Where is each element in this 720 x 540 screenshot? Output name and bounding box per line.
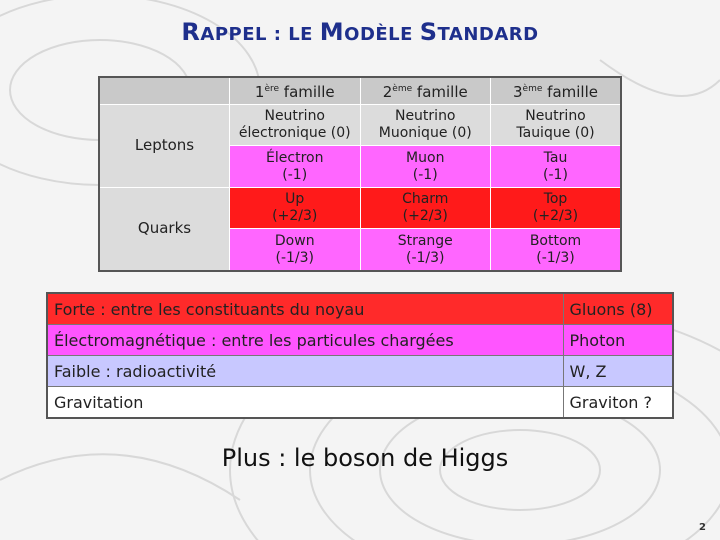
header-blank xyxy=(99,77,230,105)
title-part: APPEL : LE xyxy=(200,24,320,45)
neutrino-row xyxy=(99,105,621,146)
boson-cell: Graviton ? xyxy=(563,387,673,419)
title-part: R xyxy=(181,18,201,46)
particle-table xyxy=(98,76,622,272)
boson-cell: Photon xyxy=(563,325,673,356)
slide-title xyxy=(0,18,720,46)
particle-cell: Top (+2/3) xyxy=(491,187,622,228)
particle-cell: Down (-1/3) xyxy=(230,229,361,271)
title-part: M xyxy=(319,18,345,46)
boson-cell: Gluons (8) xyxy=(563,293,673,325)
up-quark-row xyxy=(99,187,621,228)
leptons-label: Leptons xyxy=(99,105,230,188)
particle-table-header xyxy=(99,77,621,105)
particle-cell: Charm (+2/3) xyxy=(360,187,491,228)
boson-cell: W, Z xyxy=(563,356,673,387)
interaction-table xyxy=(46,292,674,419)
title-part: S xyxy=(419,18,438,46)
page-number: 2 xyxy=(699,522,706,533)
interaction-row xyxy=(47,293,673,325)
particle-cell: Muon (-1) xyxy=(360,146,491,187)
particle-cell: Tau (-1) xyxy=(491,146,622,187)
particle-cell: Électron (-1) xyxy=(230,146,361,187)
header-family-1: 1ère famille xyxy=(230,77,361,105)
particle-cell: Neutrino électronique (0) xyxy=(230,105,361,146)
title-part: ODÈLE xyxy=(344,24,420,45)
particle-cell: Up (+2/3) xyxy=(230,187,361,228)
interaction-row xyxy=(47,387,673,419)
header-family-2: 2ème famille xyxy=(360,77,491,105)
force-cell: Gravitation xyxy=(47,387,563,419)
force-cell: Forte : entre les constituants du noyau xyxy=(47,293,563,325)
header-family-3: 3ème famille xyxy=(491,77,622,105)
particle-cell: Bottom (-1/3) xyxy=(491,229,622,271)
interaction-row xyxy=(47,356,673,387)
higgs-note: Plus : le boson de Higgs xyxy=(221,444,509,472)
force-cell: Faible : radioactivité xyxy=(47,356,563,387)
particle-cell: Strange (-1/3) xyxy=(360,229,491,271)
force-cell: Électromagnétique : entre les particules chargées xyxy=(47,325,563,356)
quarks-label: Quarks xyxy=(99,187,230,271)
particle-cell: Neutrino Tauique (0) xyxy=(491,105,622,146)
title-part: TANDARD xyxy=(437,24,539,45)
interaction-row xyxy=(47,325,673,356)
particle-cell: Neutrino Muonique (0) xyxy=(360,105,491,146)
